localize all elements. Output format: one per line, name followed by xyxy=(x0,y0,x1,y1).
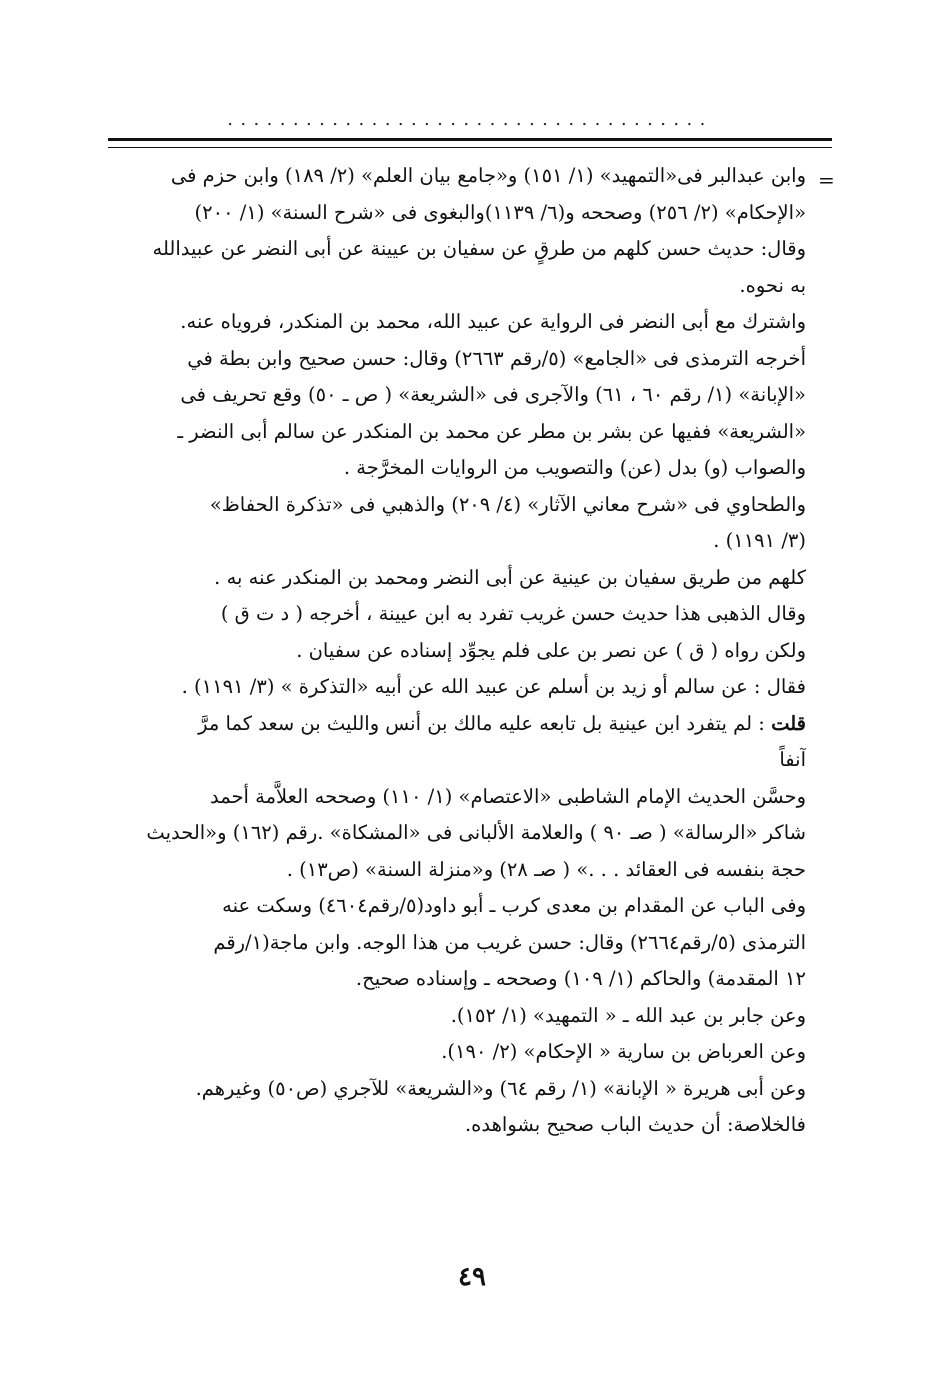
text-line: «الإبانة» (١/ رقم ٦٠ ، ٦١) والآجرى فى «الشريعة» ( ص ـ ٥٠) وقع تحريف فى xyxy=(180,383,806,406)
text-line: وحسَّن الحديث الإمام الشاطبى «الاعتصام» (١/ ١١٠) وصححه العلاَّمة أحمد xyxy=(209,784,806,808)
text-line: وابن عبدالبر فى«التمهيد» (١/ ١٥١) و«جامع بيان العلم» (٢/ ١٨٩) وابن حزم فى xyxy=(170,164,806,187)
text-line: وعن جابر بن عبد الله ـ « التمهيد» (١/ ١٥٢). xyxy=(450,1003,806,1027)
text-line: «الإحكام» (٢/ ٢٥٦) وصححه و(٦/ ١١٣٩)والبغوى فى «شرح السنة» (١/ ٢٠٠) xyxy=(194,200,806,224)
text-line: كلهم من طريق سفيان بن عينية عن أبى النضر ومحمد بن المنكدر عنه به . xyxy=(214,565,806,589)
text-line: واشترك مع أبى النضر فى الرواية عن عبيد الله، محمد بن المنكدر، فروياه عنه. xyxy=(180,310,806,333)
text-line: وقال الذهبى هذا حديث حسن غريب تفرد به ابن عيينة ، أخرجه ( د ت ق ) xyxy=(220,602,806,625)
qultu-line-rest: : لم يتفرد ابن عينية بل تابعه عليه مالك بن أنس والليث بن سعد كما مرَّ xyxy=(198,711,772,735)
text-line: شاكر «الرسالة» ( صـ ٩٠ ) والعلامة الألبانى فى «المشكاة» .رقم (١٦٢) و«الحديث xyxy=(146,821,806,844)
text-line: وقال: حديث حسن كلهم من طرقٍ عن سفيان بن عيينة عن أبى النضر عن عبيدالله xyxy=(152,237,806,260)
qultu-bold-word: قلت xyxy=(771,711,806,735)
text-line: والطحاوي فى «شرح معاني الآثار» (٤/ ٢٠٩) والذهبي فى «تذكرة الحفاظ» xyxy=(209,492,806,516)
header-dot-leader: ..................................... xyxy=(227,112,713,128)
text-line: حجة بنفسه فى العقائد . . .» ( صـ ٢٨) و«منزلة السنة» (ص١٣) . xyxy=(286,857,806,881)
text-line-qultu xyxy=(106,706,806,743)
text-line: وعن أبى هريرة « الإبانة» (١/ رقم ٦٤) و«الشريعة» للآجري (ص٥٠) وغيرهم. xyxy=(195,1076,806,1100)
text-line: الترمذى (٥/رقم٢٦٦٤) وقال: حسن غريب من هذا الوجه. وابن ماجة(١/رقم xyxy=(213,930,806,954)
header-rule-thin xyxy=(108,147,832,148)
text-line: فالخلاصة: أن حديث الباب صحيح بشواهده. xyxy=(464,1113,806,1136)
text-line: ١٢ المقدمة) والحاكم (١/ ١٠٩) وصححه ـ وإسناده صحيح. xyxy=(355,967,806,990)
text-line: به نحوه. xyxy=(739,273,806,297)
text-line: آنفاً xyxy=(779,748,806,771)
text-line: وفى الباب عن المقدام بن معدى كرب ـ أبو داود(٥/رقم٤٦٠٤) وسكت عنه xyxy=(222,894,806,917)
footnote-body xyxy=(106,158,806,1144)
text-line: والصواب (و) بدل (عن) والتصويب من الروايات المخرَّجة . xyxy=(343,456,806,479)
text-line: ولكن رواه ( ق ) عن نصر بن على فلم يجوِّد إسناده عن سفيان . xyxy=(296,638,806,662)
text-line: «الشريعة» ففيها عن بشر بن مطر عن محمد بن المنكدر عن سالم أبى النضر ـ xyxy=(177,419,806,443)
text-line: (٣/ ١١٩١) . xyxy=(713,529,806,552)
footnote-continuation-mark: = xyxy=(818,168,835,192)
text-line: أخرجه الترمذى فى «الجامع» (٥/رقم ٢٦٦٣) وقال: حسن صحيح وابن بطة في xyxy=(187,346,806,370)
header-rule-thick xyxy=(108,138,832,141)
text-line: فقال : عن سالم أو زيد بن أسلم عن عبيد الله عن أبيه «التذكرة » (٣/ ١١٩١) . xyxy=(181,675,806,698)
page-number: ٤٩ xyxy=(458,1262,486,1292)
text-line: وعن العرباض بن سارية « الإحكام» (٢/ ١٩٠). xyxy=(441,1040,806,1063)
